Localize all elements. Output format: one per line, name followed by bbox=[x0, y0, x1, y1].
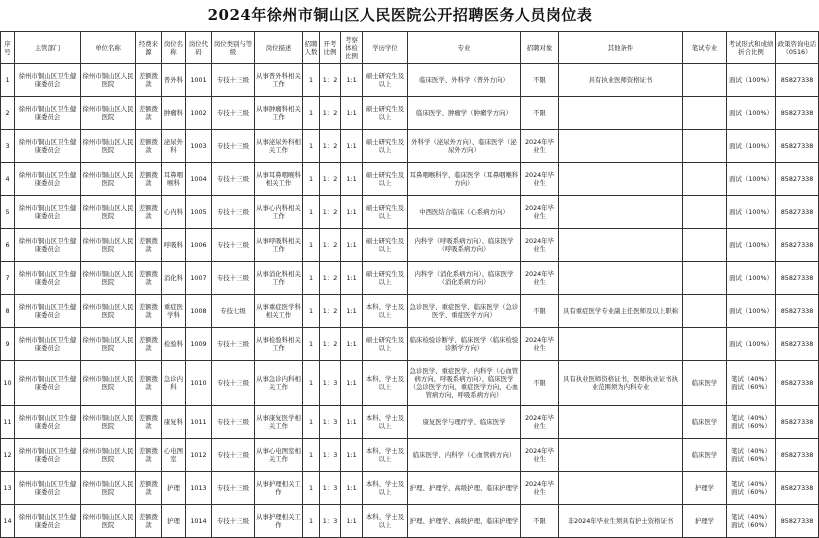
table-row bbox=[1, 472, 819, 505]
table-cell: 消化科 bbox=[162, 262, 186, 295]
table-cell bbox=[559, 130, 683, 163]
table-cell: 硕士研究生及以上 bbox=[363, 328, 408, 361]
position-table bbox=[0, 31, 819, 538]
table-cell: 12 bbox=[1, 439, 15, 472]
table-cell bbox=[683, 262, 727, 295]
table-cell: 1:1 bbox=[341, 361, 363, 406]
table-cell: 1006 bbox=[186, 229, 212, 262]
table-cell: 护理、护理学、高级护理、临床护理学 bbox=[408, 472, 521, 505]
table-cell: 急诊内科 bbox=[162, 361, 186, 406]
table-cell: 1 bbox=[1, 64, 15, 97]
column-header: 考察体检比例 bbox=[341, 32, 363, 64]
table-cell: 85827338 bbox=[776, 229, 819, 262]
table-cell: 3 bbox=[1, 130, 15, 163]
column-header: 招聘人数 bbox=[303, 32, 320, 64]
table-cell: 专技十三级 bbox=[212, 196, 255, 229]
table-cell bbox=[683, 64, 727, 97]
table-cell: 面试（100%） bbox=[727, 328, 776, 361]
table-cell: 徐州市铜山区卫生健康委员会 bbox=[15, 163, 81, 196]
column-header: 开考比例 bbox=[320, 32, 341, 64]
table-cell: 1 bbox=[303, 295, 320, 328]
table-cell: 面试（100%） bbox=[727, 97, 776, 130]
table-cell: 护理 bbox=[162, 505, 186, 538]
table-cell: 85827338 bbox=[776, 130, 819, 163]
table-row bbox=[1, 361, 819, 406]
table-cell: 徐州市铜山区人民医院 bbox=[81, 406, 136, 439]
table-cell: 1:1 bbox=[341, 64, 363, 97]
table-cell: 1010 bbox=[186, 361, 212, 406]
table-cell: 徐州市铜山区卫生健康委员会 bbox=[15, 196, 81, 229]
table-cell: 专技十三级 bbox=[212, 163, 255, 196]
table-cell: 1：2 bbox=[320, 64, 341, 97]
table-cell: 1：2 bbox=[320, 163, 341, 196]
table-cell: 9 bbox=[1, 328, 15, 361]
table-cell: 1014 bbox=[186, 505, 212, 538]
table-cell: 1:1 bbox=[341, 406, 363, 439]
table-cell: 1 bbox=[303, 505, 320, 538]
table-cell: 差额拨款 bbox=[136, 262, 162, 295]
table-cell: 徐州市铜山区人民医院 bbox=[81, 505, 136, 538]
table-cell: 非2024年毕业生须具有护士资格证书 bbox=[559, 505, 683, 538]
table-cell: 差额拨款 bbox=[136, 130, 162, 163]
table-cell: 4 bbox=[1, 163, 15, 196]
table-cell: 差额拨款 bbox=[136, 163, 162, 196]
table-cell: 1001 bbox=[186, 64, 212, 97]
table-cell: 不限 bbox=[521, 97, 559, 130]
table-cell: 1 bbox=[303, 130, 320, 163]
table-cell: 面试（100%） bbox=[727, 196, 776, 229]
table-cell: 护理 bbox=[162, 472, 186, 505]
table-cell: 徐州市铜山区人民医院 bbox=[81, 196, 136, 229]
table-cell: 10 bbox=[1, 361, 15, 406]
table-cell: 1:1 bbox=[341, 262, 363, 295]
table-cell: 面试（100%） bbox=[727, 295, 776, 328]
table-cell: 差额拨款 bbox=[136, 229, 162, 262]
table-cell: 具有执业医师资格证书 bbox=[559, 64, 683, 97]
table-cell: 1:1 bbox=[341, 130, 363, 163]
table-cell: 徐州市铜山区人民医院 bbox=[81, 439, 136, 472]
table-cell: 1:1 bbox=[341, 328, 363, 361]
table-cell: 临床医学、内科学（心血管病方向） bbox=[408, 439, 521, 472]
table-cell: 护理、护理学、高级护理、临床护理学 bbox=[408, 505, 521, 538]
table-cell: 1 bbox=[303, 196, 320, 229]
table-cell: 1004 bbox=[186, 163, 212, 196]
table-cell: 差额拨款 bbox=[136, 505, 162, 538]
table-cell: 1 bbox=[303, 361, 320, 406]
table-cell: 从事消化科相关工作 bbox=[255, 262, 303, 295]
table-cell: 急诊医学、重症医学、临床医学（急诊医学、重症医学方向） bbox=[408, 295, 521, 328]
table-cell: 1 bbox=[303, 406, 320, 439]
table-cell: 85827338 bbox=[776, 406, 819, 439]
table-cell bbox=[683, 97, 727, 130]
table-cell: 1：2 bbox=[320, 229, 341, 262]
table-cell: 1012 bbox=[186, 439, 212, 472]
table-cell: 徐州市铜山区人民医院 bbox=[81, 262, 136, 295]
column-header: 其他条件 bbox=[559, 32, 683, 64]
table-cell: 笔试（40%）面试（60%） bbox=[727, 439, 776, 472]
table-cell: 从事肿瘤科相关工作 bbox=[255, 97, 303, 130]
table-cell: 临床医学 bbox=[683, 361, 727, 406]
table-cell: 从事心电图室相关工作 bbox=[255, 439, 303, 472]
table-cell: 差额拨款 bbox=[136, 328, 162, 361]
table-cell: 85827338 bbox=[776, 196, 819, 229]
table-cell: 2024年毕业生 bbox=[521, 472, 559, 505]
table-cell: 2024年毕业生 bbox=[521, 163, 559, 196]
table-cell: 5 bbox=[1, 196, 15, 229]
column-header: 考试形式和成绩折合比例 bbox=[727, 32, 776, 64]
table-cell: 85827338 bbox=[776, 295, 819, 328]
column-header: 岗位名称 bbox=[162, 32, 186, 64]
table-cell: 从事护理相关工作 bbox=[255, 505, 303, 538]
table-cell: 2024年毕业生 bbox=[521, 439, 559, 472]
table-cell: 2024年毕业生 bbox=[521, 130, 559, 163]
table-cell: 差额拨款 bbox=[136, 439, 162, 472]
table-cell bbox=[683, 295, 727, 328]
table-row bbox=[1, 196, 819, 229]
table-cell: 面试（100%） bbox=[727, 64, 776, 97]
table-row bbox=[1, 505, 819, 538]
table-cell: 1:1 bbox=[341, 472, 363, 505]
table-cell: 面试（100%） bbox=[727, 163, 776, 196]
table-cell: 徐州市铜山区卫生健康委员会 bbox=[15, 229, 81, 262]
column-header: 学历学位 bbox=[363, 32, 408, 64]
table-cell: 面试（100%） bbox=[727, 262, 776, 295]
table-cell: 具有重症医学专业副主任医师及以上职称 bbox=[559, 295, 683, 328]
table-cell: 85827338 bbox=[776, 439, 819, 472]
table-cell: 差额拨款 bbox=[136, 97, 162, 130]
table-row bbox=[1, 439, 819, 472]
table-cell: 面试（100%） bbox=[727, 229, 776, 262]
table-cell: 不限 bbox=[521, 361, 559, 406]
table-row bbox=[1, 262, 819, 295]
column-header: 岗位类别与等级 bbox=[212, 32, 255, 64]
table-cell: 85827338 bbox=[776, 472, 819, 505]
table-cell: 1011 bbox=[186, 406, 212, 439]
table-cell: 1 bbox=[303, 439, 320, 472]
table-cell: 本科、学士及以上 bbox=[363, 505, 408, 538]
table-cell: 1：2 bbox=[320, 130, 341, 163]
table-cell: 专技七级 bbox=[212, 295, 255, 328]
table-cell: 徐州市铜山区人民医院 bbox=[81, 64, 136, 97]
table-cell: 1：3 bbox=[320, 439, 341, 472]
table-cell: 1 bbox=[303, 64, 320, 97]
table-cell: 心电图室 bbox=[162, 439, 186, 472]
table-cell: 临床医学 bbox=[683, 439, 727, 472]
table-cell: 本科、学士及以上 bbox=[363, 406, 408, 439]
table-cell: 85827338 bbox=[776, 505, 819, 538]
table-cell: 1 bbox=[303, 262, 320, 295]
table-cell: 1005 bbox=[186, 196, 212, 229]
table-cell: 徐州市铜山区卫生健康委员会 bbox=[15, 295, 81, 328]
table-cell: 笔试（40%）面试（60%） bbox=[727, 361, 776, 406]
table-cell: 耳鼻咽喉科 bbox=[162, 163, 186, 196]
table-cell bbox=[683, 229, 727, 262]
table-cell: 具有执业医师资格证书，医师执业证书执业范围须为内科专业 bbox=[559, 361, 683, 406]
table-cell: 面试（100%） bbox=[727, 130, 776, 163]
table-cell bbox=[559, 229, 683, 262]
table-cell: 硕士研究生及以上 bbox=[363, 163, 408, 196]
column-header: 序号 bbox=[1, 32, 15, 64]
table-cell: 硕士研究生及以上 bbox=[363, 64, 408, 97]
table-cell: 普外科 bbox=[162, 64, 186, 97]
table-row bbox=[1, 97, 819, 130]
table-cell: 本科、学士及以上 bbox=[363, 472, 408, 505]
table-cell: 差额拨款 bbox=[136, 64, 162, 97]
table-cell: 1 bbox=[303, 472, 320, 505]
table-cell: 专技十三级 bbox=[212, 229, 255, 262]
table-cell: 检验科 bbox=[162, 328, 186, 361]
table-cell: 1:1 bbox=[341, 505, 363, 538]
table-cell: 专技十三级 bbox=[212, 472, 255, 505]
table-cell: 徐州市铜山区卫生健康委员会 bbox=[15, 262, 81, 295]
table-cell: 2 bbox=[1, 97, 15, 130]
table-cell: 徐州市铜山区人民医院 bbox=[81, 328, 136, 361]
table-cell: 专技十三级 bbox=[212, 262, 255, 295]
page-title: 2024年徐州市铜山区人民医院公开招聘医务人员岗位表 bbox=[207, 6, 593, 24]
table-cell: 徐州市铜山区人民医院 bbox=[81, 472, 136, 505]
table-cell: 临床医学 bbox=[683, 406, 727, 439]
table-cell: 专技十三级 bbox=[212, 130, 255, 163]
table-cell: 专技十三级 bbox=[212, 361, 255, 406]
table-cell: 不限 bbox=[521, 295, 559, 328]
table-cell: 徐州市铜山区卫生健康委员会 bbox=[15, 406, 81, 439]
table-cell: 差额拨款 bbox=[136, 406, 162, 439]
table-cell: 差额拨款 bbox=[136, 472, 162, 505]
table-cell: 心内科 bbox=[162, 196, 186, 229]
table-cell: 1：2 bbox=[320, 262, 341, 295]
table-cell: 85827338 bbox=[776, 328, 819, 361]
table-cell: 2024年毕业生 bbox=[521, 406, 559, 439]
table-cell: 2024年毕业生 bbox=[521, 262, 559, 295]
table-cell: 康复医学与理疗学、临床医学 bbox=[408, 406, 521, 439]
table-cell: 1002 bbox=[186, 97, 212, 130]
table-cell: 从事呼吸科相关工作 bbox=[255, 229, 303, 262]
column-header: 岗位代码 bbox=[186, 32, 212, 64]
table-cell: 从事耳鼻咽喉科相关工作 bbox=[255, 163, 303, 196]
column-header: 岗位描述 bbox=[255, 32, 303, 64]
table-cell bbox=[559, 163, 683, 196]
column-header: 专业 bbox=[408, 32, 521, 64]
table-cell: 2024年毕业生 bbox=[521, 328, 559, 361]
table-cell: 硕士研究生及以上 bbox=[363, 97, 408, 130]
table-cell: 1 bbox=[303, 163, 320, 196]
table-cell: 1008 bbox=[186, 295, 212, 328]
table-cell: 肿瘤科 bbox=[162, 97, 186, 130]
table-cell: 从事心内科相关工作 bbox=[255, 196, 303, 229]
table-cell: 1003 bbox=[186, 130, 212, 163]
table-cell: 1007 bbox=[186, 262, 212, 295]
table-cell: 专技十三级 bbox=[212, 64, 255, 97]
table-cell: 外科学（泌尿外方向）、临床医学（泌尿外方向） bbox=[408, 130, 521, 163]
table-row bbox=[1, 64, 819, 97]
table-row bbox=[1, 130, 819, 163]
table-cell bbox=[683, 328, 727, 361]
table-cell: 1013 bbox=[186, 472, 212, 505]
table-cell: 从事急诊内科相关工作 bbox=[255, 361, 303, 406]
table-cell: 急诊医学、重症医学、内科学（心血管病方向、呼吸系病方向）、临床医学（急诊医学方向、重症医学方向、心血管病方向、呼吸系病方向） bbox=[408, 361, 521, 406]
table-cell bbox=[683, 130, 727, 163]
table-cell: 内科学（呼吸系病方向）、临床医学（呼吸系病方向） bbox=[408, 229, 521, 262]
table-cell: 徐州市铜山区卫生健康委员会 bbox=[15, 130, 81, 163]
column-header: 单位名称 bbox=[81, 32, 136, 64]
table-row bbox=[1, 328, 819, 361]
table-cell: 临床医学、外科学（普外方向） bbox=[408, 64, 521, 97]
table-cell: 不限 bbox=[521, 64, 559, 97]
table-body bbox=[1, 64, 819, 538]
table-cell: 泌尿外科 bbox=[162, 130, 186, 163]
table-cell: 重症医学科 bbox=[162, 295, 186, 328]
table-cell: 徐州市铜山区卫生健康委员会 bbox=[15, 505, 81, 538]
table-cell bbox=[559, 328, 683, 361]
table-cell: 徐州市铜山区卫生健康委员会 bbox=[15, 361, 81, 406]
table-cell: 硕士研究生及以上 bbox=[363, 130, 408, 163]
table-cell: 从事检验科相关工作 bbox=[255, 328, 303, 361]
table-cell: 专技十三级 bbox=[212, 439, 255, 472]
table-cell: 1 bbox=[303, 97, 320, 130]
table-cell: 1:1 bbox=[341, 196, 363, 229]
table-cell: 中西医结合临床（心系病方向） bbox=[408, 196, 521, 229]
table-cell: 1:1 bbox=[341, 97, 363, 130]
table-cell: 耳鼻咽喉科学、临床医学（耳鼻咽喉科方向） bbox=[408, 163, 521, 196]
table-cell: 14 bbox=[1, 505, 15, 538]
table-cell: 康复科 bbox=[162, 406, 186, 439]
table-cell: 从事康复医学相关工作 bbox=[255, 406, 303, 439]
table-header-row bbox=[1, 32, 819, 64]
table-cell: 徐州市铜山区人民医院 bbox=[81, 97, 136, 130]
table-cell: 徐州市铜山区人民医院 bbox=[81, 229, 136, 262]
table-cell: 徐州市铜山区卫生健康委员会 bbox=[15, 97, 81, 130]
table-cell: 85827338 bbox=[776, 361, 819, 406]
table-cell: 7 bbox=[1, 262, 15, 295]
table-cell: 85827338 bbox=[776, 262, 819, 295]
table-cell: 从事重症医学科相关工作 bbox=[255, 295, 303, 328]
table-cell: 1:1 bbox=[341, 229, 363, 262]
table-cell: 1：2 bbox=[320, 196, 341, 229]
table-cell: 硕士研究生及以上 bbox=[363, 262, 408, 295]
table-cell: 专技十三级 bbox=[212, 406, 255, 439]
table-cell: 徐州市铜山区人民医院 bbox=[81, 130, 136, 163]
table-cell: 专技十三级 bbox=[212, 97, 255, 130]
table-cell: 本科、学士及以上 bbox=[363, 361, 408, 406]
table-cell: 差额拨款 bbox=[136, 361, 162, 406]
table-cell: 护理学 bbox=[683, 505, 727, 538]
table-cell: 护理学 bbox=[683, 472, 727, 505]
table-cell: 8 bbox=[1, 295, 15, 328]
table-cell: 不限 bbox=[521, 505, 559, 538]
table-cell: 85827338 bbox=[776, 64, 819, 97]
column-header: 政策咨询电话（0516） bbox=[776, 32, 819, 64]
table-cell: 1:1 bbox=[341, 439, 363, 472]
table-cell bbox=[559, 406, 683, 439]
table-cell: 本科、学士及以上 bbox=[363, 295, 408, 328]
table-cell: 1：3 bbox=[320, 361, 341, 406]
table-cell: 1：3 bbox=[320, 505, 341, 538]
table-cell: 1 bbox=[303, 229, 320, 262]
table-cell: 专技十三级 bbox=[212, 328, 255, 361]
table-cell: 1009 bbox=[186, 328, 212, 361]
table-row bbox=[1, 295, 819, 328]
table-cell: 1:1 bbox=[341, 163, 363, 196]
table-cell: 85827338 bbox=[776, 163, 819, 196]
table-cell: 1：3 bbox=[320, 406, 341, 439]
column-header: 招聘对象 bbox=[521, 32, 559, 64]
column-header: 经费来源 bbox=[136, 32, 162, 64]
table-row bbox=[1, 163, 819, 196]
table-cell bbox=[683, 163, 727, 196]
table-cell: 徐州市铜山区人民医院 bbox=[81, 361, 136, 406]
table-row bbox=[1, 229, 819, 262]
table-cell bbox=[559, 97, 683, 130]
table-cell: 差额拨款 bbox=[136, 196, 162, 229]
table-cell: 徐州市铜山区人民医院 bbox=[81, 163, 136, 196]
table-cell: 11 bbox=[1, 406, 15, 439]
table-cell: 临床检验诊断学、临床医学（临床检验诊断学方向） bbox=[408, 328, 521, 361]
table-cell: 徐州市铜山区卫生健康委员会 bbox=[15, 328, 81, 361]
table-cell bbox=[559, 439, 683, 472]
table-cell: 从事普外科相关工作 bbox=[255, 64, 303, 97]
table-cell: 徐州市铜山区卫生健康委员会 bbox=[15, 64, 81, 97]
table-cell: 专技十三级 bbox=[212, 505, 255, 538]
column-header: 笔试专业 bbox=[683, 32, 727, 64]
table-cell: 徐州市铜山区卫生健康委员会 bbox=[15, 439, 81, 472]
table-cell: 2024年毕业生 bbox=[521, 196, 559, 229]
table-cell bbox=[683, 196, 727, 229]
table-cell: 1：2 bbox=[320, 295, 341, 328]
table-cell: 笔试（40%）面试（60%） bbox=[727, 505, 776, 538]
table-cell: 本科、学士及以上 bbox=[363, 439, 408, 472]
table-cell: 内科学（消化系病方向）、临床医学（消化系病方向） bbox=[408, 262, 521, 295]
column-header: 主管部门 bbox=[15, 32, 81, 64]
table-cell bbox=[559, 472, 683, 505]
table-cell: 硕士研究生及以上 bbox=[363, 196, 408, 229]
table-cell: 1：3 bbox=[320, 472, 341, 505]
table-cell: 笔试（40%）面试（60%） bbox=[727, 406, 776, 439]
table-cell: 从事护理相关工作 bbox=[255, 472, 303, 505]
table-cell: 6 bbox=[1, 229, 15, 262]
table-cell: 85827338 bbox=[776, 97, 819, 130]
table-cell: 从事泌尿外科相关工作 bbox=[255, 130, 303, 163]
table-cell: 1：2 bbox=[320, 328, 341, 361]
table-cell: 13 bbox=[1, 472, 15, 505]
table-row bbox=[1, 406, 819, 439]
table-cell: 1：2 bbox=[320, 97, 341, 130]
table-cell: 硕士研究生及以上 bbox=[363, 229, 408, 262]
table-cell: 1 bbox=[303, 328, 320, 361]
table-cell: 呼吸科 bbox=[162, 229, 186, 262]
table-cell bbox=[559, 196, 683, 229]
table-cell: 徐州市铜山区人民医院 bbox=[81, 295, 136, 328]
table-cell: 2024年毕业生 bbox=[521, 229, 559, 262]
table-cell bbox=[559, 262, 683, 295]
table-cell: 徐州市铜山区卫生健康委员会 bbox=[15, 472, 81, 505]
table-cell: 笔试（40%）面试（60%） bbox=[727, 472, 776, 505]
table-cell: 临床医学、肿瘤学（肿瘤学方向） bbox=[408, 97, 521, 130]
table-cell: 差额拨款 bbox=[136, 295, 162, 328]
table-cell: 1:1 bbox=[341, 295, 363, 328]
